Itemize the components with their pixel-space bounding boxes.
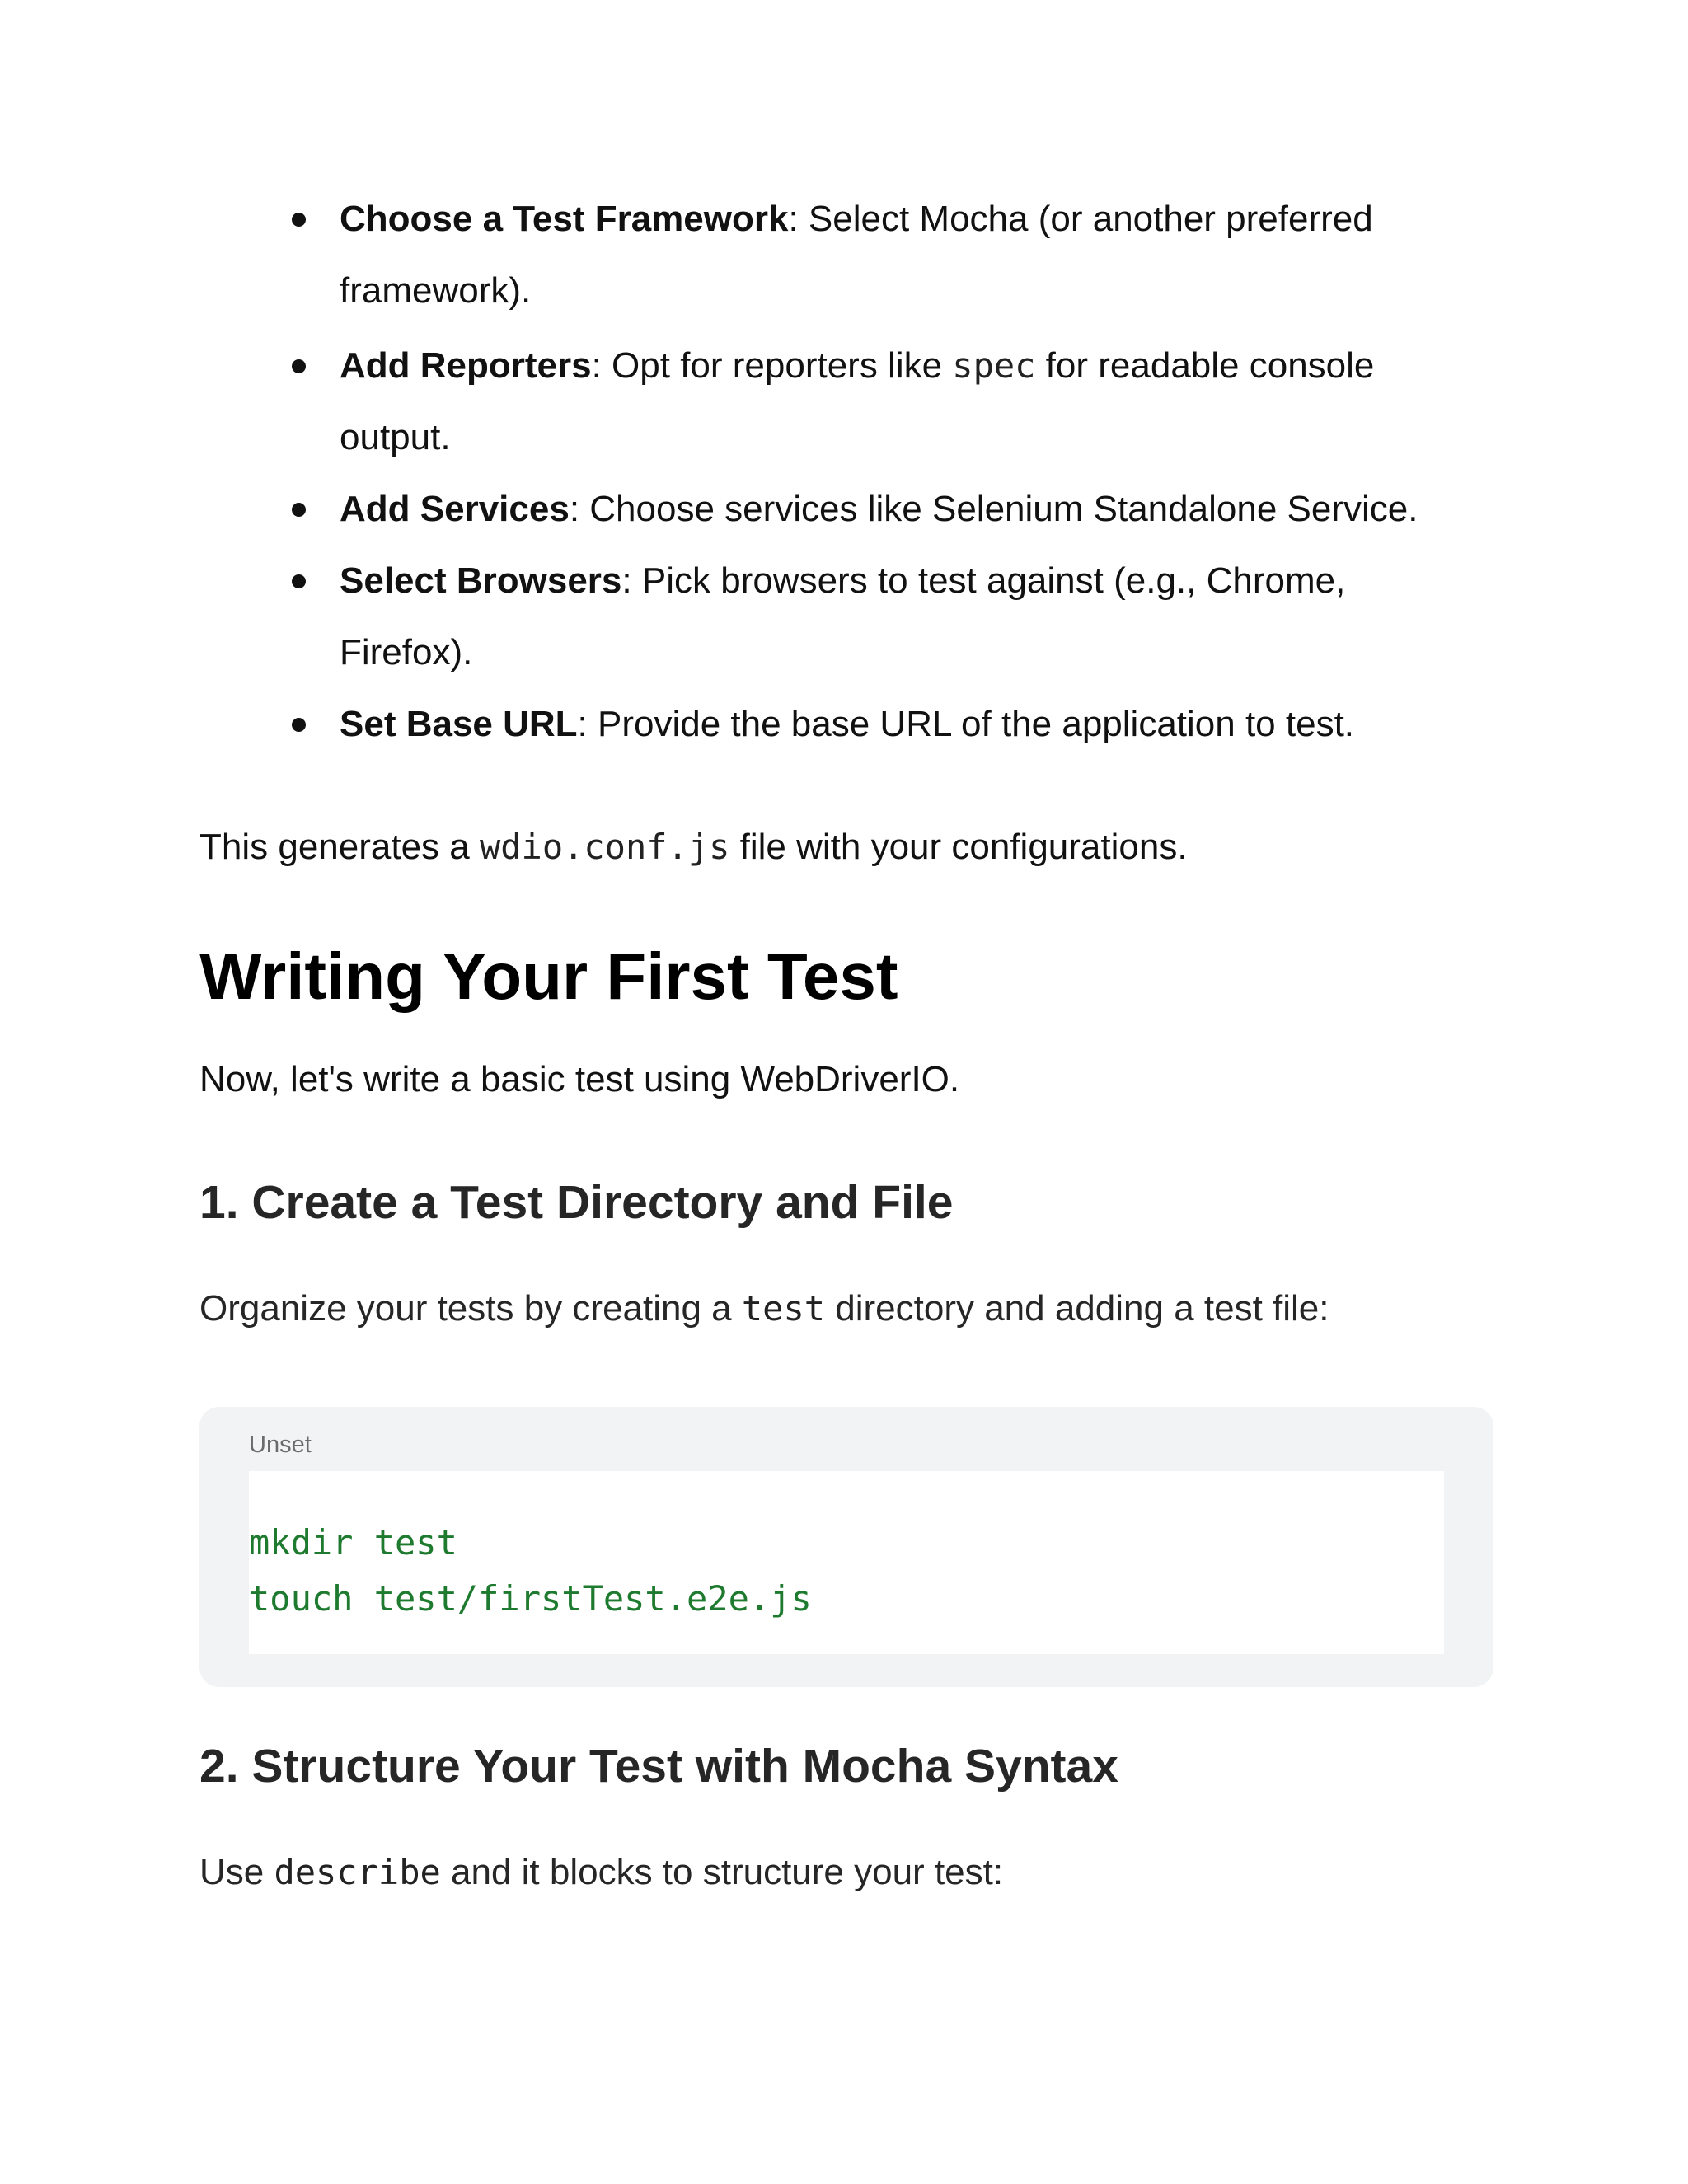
inline-code: wdio.conf.js xyxy=(479,827,730,867)
paragraph-text: directory and adding a test file: xyxy=(825,1288,1329,1329)
list-item xyxy=(292,473,1446,545)
list-item-text: : Pick browsers to test against (e.g., Chrome, xyxy=(621,560,1346,601)
intro-paragraph: Now, let's write a basic test using WebDriverIO. xyxy=(199,1059,960,1099)
list-item-text: : Select Mocha (or another preferred xyxy=(788,199,1373,239)
code-line: touch test/firstTest.e2e.js xyxy=(249,1578,812,1619)
step1-paragraph xyxy=(199,1284,1329,1333)
list-item xyxy=(292,330,1446,473)
list-item-term: Set Base URL xyxy=(340,704,578,744)
bullet-icon xyxy=(292,574,306,588)
list-item-text: for readable console xyxy=(1035,345,1375,386)
step2-paragraph xyxy=(199,1848,1003,1897)
list-item xyxy=(292,688,1446,760)
inline-code: describe xyxy=(274,1852,441,1892)
list-item-term: Choose a Test Framework xyxy=(340,199,789,239)
paragraph-text: file with your configurations. xyxy=(729,827,1188,867)
paragraph-text: Organize your tests by creating a xyxy=(199,1288,742,1329)
bullet-icon xyxy=(292,503,306,517)
paragraph-text: and it blocks to structure your test: xyxy=(440,1852,1004,1892)
bullet-icon xyxy=(292,213,306,227)
list-item-text: : Choose services like Selenium Standalone Service. xyxy=(569,489,1418,529)
paragraph-text: This generates a xyxy=(199,827,480,867)
section-heading: Writing Your First Test xyxy=(199,940,898,1013)
list-item-term: Add Services xyxy=(340,489,570,529)
bullet-icon xyxy=(292,718,306,732)
inline-code: spec xyxy=(952,345,1036,386)
code-language-label: Unset xyxy=(249,1432,312,1458)
code-line: mkdir test xyxy=(249,1522,457,1563)
step2-heading: 2. Structure Your Test with Mocha Syntax xyxy=(199,1740,1118,1793)
inline-code: test xyxy=(741,1288,826,1329)
code-block xyxy=(199,1407,1493,1687)
list-item xyxy=(292,545,1446,688)
list-item-text: : Opt for reporters like xyxy=(591,345,953,386)
code-body[interactable] xyxy=(249,1471,1444,1654)
list-item-term: Select Browsers xyxy=(340,560,622,601)
step1-heading: 1. Create a Test Directory and File xyxy=(199,1176,954,1229)
config-options-list xyxy=(292,183,1446,760)
paragraph-text: Use xyxy=(199,1852,274,1892)
config-note-paragraph xyxy=(199,823,1188,872)
list-item-term: Add Reporters xyxy=(340,345,592,386)
list-item-text-continued: Firefox). xyxy=(340,632,473,673)
list-item xyxy=(292,183,1446,326)
list-item-text: : Provide the base URL of the application to test. xyxy=(577,704,1355,744)
list-item-text-continued: framework). xyxy=(340,270,532,311)
bullet-icon xyxy=(292,359,306,373)
list-item-text-continued: output. xyxy=(340,417,451,457)
